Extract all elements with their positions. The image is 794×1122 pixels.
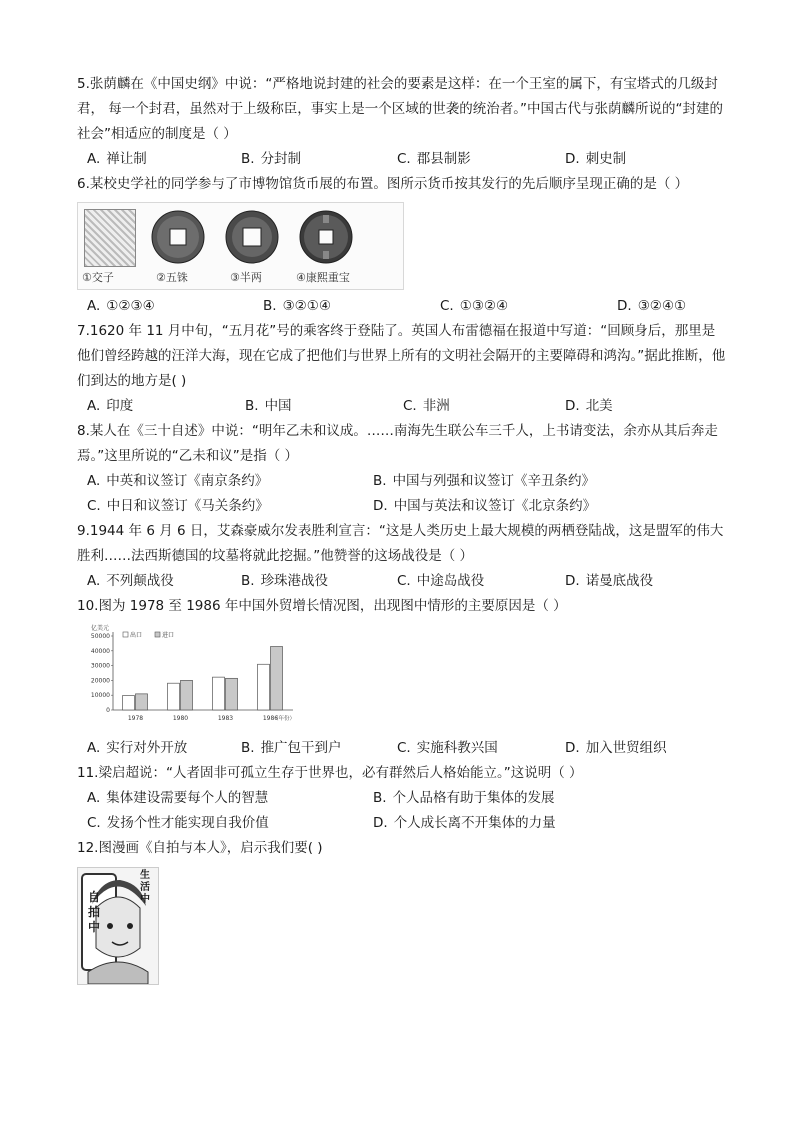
option-text: ③②④①: [637, 298, 687, 314]
selfie-cartoon-image: [77, 867, 159, 985]
option-letter: A.: [87, 790, 101, 806]
option-letter: A.: [87, 151, 101, 167]
option-text: 非洲: [422, 398, 450, 414]
bar-出口-1986: [258, 664, 270, 710]
question-11-options-row1: [77, 786, 727, 811]
option-text: 中国与列强和议签订《辛丑条约》: [392, 473, 596, 489]
option-text: 中途岛战役: [416, 573, 485, 589]
x-tick-label: 1986: [262, 715, 279, 722]
wuzhu-coin-image: [150, 209, 206, 265]
option-letter: C.: [397, 573, 411, 589]
option-c[interactable]: [403, 394, 450, 419]
y-axis-label: 亿美元: [91, 625, 110, 632]
cartoon-label-reallife: 生活中: [140, 870, 150, 905]
legend-swatch: [123, 632, 128, 637]
trade-chart-figure: [77, 622, 309, 732]
option-letter: B.: [263, 298, 277, 314]
option-d[interactable]: [373, 494, 596, 519]
option-text: 个人成长离不开集体的力量: [393, 815, 556, 831]
jiaozi-note-image: [84, 209, 136, 267]
option-a[interactable]: [87, 394, 133, 419]
legend-label: 出口: [130, 632, 143, 639]
question-7-stem: 7.1620 年 11 月中旬，“五月花”号的乘客终于登陆了。英国人布雷德福在报道中写道：“回顾身后，那里是他们曾经跨越的汪洋大海，现在它成了把他们与世界上所有的文明社会隔开的主要障碍和鸿沟。”据此推断，他们到达的地方是( ): [77, 323, 726, 389]
option-letter: D.: [565, 398, 580, 414]
banliang-coin-image: [224, 209, 280, 265]
option-c[interactable]: [87, 811, 269, 836]
option-c[interactable]: [440, 294, 508, 319]
option-b[interactable]: [373, 469, 595, 494]
option-text: 北美: [585, 398, 613, 414]
question-8-options-row1: [77, 469, 727, 494]
x-axis-label: （年份）: [272, 716, 295, 722]
option-text: 个人品格有助于集体的发展: [392, 790, 555, 806]
question-7-options: [77, 394, 727, 419]
option-letter: B.: [241, 740, 255, 756]
option-letter: D.: [565, 573, 580, 589]
option-text: 郡县制影: [416, 151, 471, 167]
option-c[interactable]: [397, 569, 484, 594]
option-a[interactable]: [87, 736, 187, 761]
option-text: 中日和议签订《马关条约》: [106, 498, 269, 514]
option-text: 集体建设需要每个人的智慧: [106, 790, 269, 806]
option-letter: B.: [373, 473, 387, 489]
option-text: ①③②④: [459, 298, 509, 314]
kangxi-coin-image: [298, 209, 354, 265]
y-tick-label: 20000: [90, 677, 110, 685]
option-text: ①②③④: [106, 298, 155, 314]
option-letter: C.: [397, 151, 411, 167]
option-b[interactable]: [241, 569, 328, 594]
option-text: 推广包干到户: [260, 740, 342, 756]
question-8-stem: 8.某人在《三十自述》中说：“明年乙未和议成。……南海先生联公车三千人，上书请变法，余亦从其后奔走焉。”这里所说的“乙未和议”是指（ ）: [77, 423, 718, 464]
option-text: 印度: [106, 398, 134, 414]
exam-page: [77, 72, 727, 985]
option-letter: D.: [373, 815, 388, 831]
option-text: 中国与英法和议签订《北京条约》: [393, 498, 597, 514]
y-tick-label: 40000: [90, 647, 110, 655]
bar-出口-1978: [123, 696, 135, 710]
question-10-options: [77, 736, 727, 761]
option-text: 实行对外开放: [106, 740, 188, 756]
option-letter: B.: [373, 790, 387, 806]
figure-label: ③半两: [230, 271, 262, 284]
option-a[interactable]: [87, 294, 155, 319]
option-text: ③②①④: [282, 298, 331, 314]
option-letter: A.: [87, 740, 101, 756]
option-letter: D.: [565, 151, 580, 167]
y-tick-label: 10000: [90, 692, 110, 700]
option-text: 刺史制: [585, 151, 627, 167]
x-tick-label: 1978: [127, 715, 144, 722]
question-9-options: [77, 569, 727, 594]
option-letter: A.: [87, 298, 101, 314]
option-letter: D.: [617, 298, 632, 314]
question-12-stem: 12.图漫画《自拍与本人》，启示我们要( ): [77, 840, 323, 856]
bar-出口-1983: [213, 677, 225, 710]
option-text: 分封制: [260, 151, 302, 167]
option-text: 禅让制: [106, 151, 147, 167]
option-text: 中英和议签订《南京条约》: [106, 473, 269, 489]
option-d[interactable]: [565, 569, 653, 594]
question-5-options: [77, 147, 727, 172]
option-letter: B.: [241, 573, 255, 589]
option-text: 诺曼底战役: [585, 573, 654, 589]
option-letter: B.: [241, 151, 255, 167]
question-8-options-row2: [77, 494, 727, 519]
option-a[interactable]: [87, 469, 268, 494]
bar-出口-1980: [168, 683, 180, 710]
option-c[interactable]: [87, 494, 269, 519]
option-letter: C.: [87, 815, 101, 831]
y-tick-label: 50000: [90, 633, 110, 640]
trade-bar-chart: [77, 622, 309, 732]
option-a[interactable]: [87, 147, 147, 172]
option-c[interactable]: [397, 736, 498, 761]
option-letter: C.: [403, 398, 417, 414]
y-tick-label: 0: [106, 707, 110, 714]
option-letter: C.: [397, 740, 411, 756]
option-b[interactable]: [241, 736, 342, 761]
question-11-stem: 11.梁启超说：“人者固非可孤立生存于世界也，必有群然后人格始能立。”这说明（ ）: [77, 765, 583, 781]
bar-进口-1980: [181, 680, 193, 710]
option-a[interactable]: [87, 786, 268, 811]
option-letter: D.: [373, 498, 388, 514]
figure-label: ②五铢: [156, 271, 188, 284]
option-text: 发扬个性才能实现自我价值: [106, 815, 269, 831]
figure-label: ①交子: [82, 271, 114, 284]
currency-figure: [77, 202, 404, 290]
option-text: 不列颠战役: [106, 573, 174, 589]
option-letter: A.: [87, 473, 101, 489]
bar-进口-1986: [271, 647, 283, 710]
x-tick-label: 1983: [217, 715, 234, 722]
option-letter: B.: [245, 398, 259, 414]
question-5-stem: 5.张荫麟在《中国史纲》中说：“严格地说封建的社会的要素是这样：在一个王室的属下，有宝塔式的几级封君， 每一个封君，虽然对于上级称臣，事实上是一个区域的世袭的统治者。”中国古代与张荫麟所说的“封建的社会”相适应的制度是（ ）: [77, 76, 724, 142]
question-9-stem: 9.1944 年 6 月 6 日，艾森豪威尔发表胜利宣言：“这是人类历史上最大规模的两栖登陆战，这是盟军的伟大胜利……法西斯德国的坟墓将就此挖掘。”他赞誉的这场战役是（ ）: [77, 523, 724, 564]
bar-进口-1978: [136, 694, 148, 710]
option-letter: A.: [87, 398, 101, 414]
option-d[interactable]: [617, 294, 686, 319]
option-text: 珍珠港战役: [260, 573, 329, 589]
option-d[interactable]: [565, 736, 667, 761]
option-c[interactable]: [397, 147, 471, 172]
option-a[interactable]: [87, 569, 174, 594]
cartoon-label-selfie: 自拍中: [88, 890, 101, 934]
question-11-options-row2: [77, 811, 727, 836]
y-tick-label: 30000: [90, 662, 110, 670]
question-10-stem: 10.图为 1978 至 1986 年中国外贸增长情况图，出现图中情形的主要原因是（ ）: [77, 598, 567, 614]
option-d[interactable]: [373, 811, 556, 836]
option-b[interactable]: [263, 294, 331, 319]
option-text: 加入世贸组织: [585, 740, 667, 756]
option-b[interactable]: [373, 786, 555, 811]
legend-label: 进口: [162, 632, 175, 639]
question-6-stem: 6.某校史学社的同学参与了市博物馆货币展的布置。图所示货币按其发行的先后顺序呈现正确的是（ ）: [77, 176, 689, 192]
figure-label: ④康熙重宝: [296, 271, 350, 284]
legend-swatch: [155, 632, 160, 637]
option-text: 实施科教兴国: [416, 740, 498, 756]
option-d[interactable]: [565, 147, 626, 172]
option-letter: D.: [565, 740, 580, 756]
option-text: 中国: [264, 398, 292, 414]
option-letter: C.: [87, 498, 101, 514]
option-b[interactable]: [245, 394, 292, 419]
x-tick-label: 1980: [172, 715, 189, 722]
bar-进口-1983: [226, 678, 238, 710]
option-letter: A.: [87, 573, 101, 589]
question-6-options: [77, 294, 727, 319]
option-letter: C.: [440, 298, 454, 314]
option-d[interactable]: [565, 394, 613, 419]
option-b[interactable]: [241, 147, 301, 172]
